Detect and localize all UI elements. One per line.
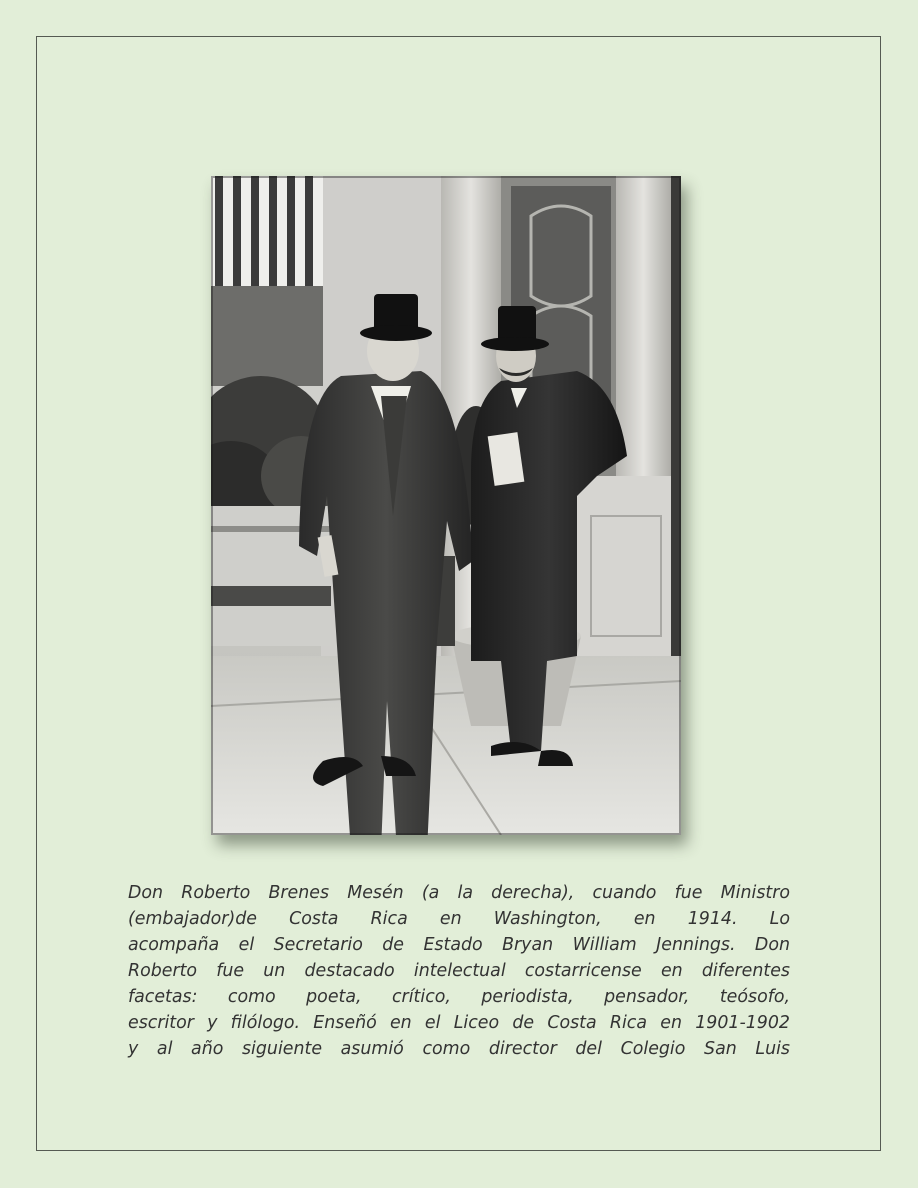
photo-caption — [128, 880, 790, 1062]
caption-line: facetas: como poeta, crítico, periodista, pensador, teósofo, — [128, 987, 790, 1007]
caption-line: y al año siguiente asumió como director del Colegio San Luis — [128, 1039, 790, 1059]
caption-line: acompaña el Secretario de Estado Bryan William Jennings. Don — [128, 935, 790, 955]
caption-line: Don Roberto Brenes Mesén (a la derecha), cuando fue Ministro — [128, 883, 790, 903]
historical-photograph — [211, 176, 681, 835]
photograph-illustration — [211, 176, 681, 835]
caption-line: (embajador)de Costa Rica en Washington, en 1914. Lo — [128, 909, 790, 929]
caption-line: escritor y filólogo. Enseñó en el Liceo de Costa Rica en 1901-1902 — [128, 1013, 790, 1033]
caption-line: Roberto fue un destacado intelectual costarricense en diferentes — [128, 961, 790, 981]
